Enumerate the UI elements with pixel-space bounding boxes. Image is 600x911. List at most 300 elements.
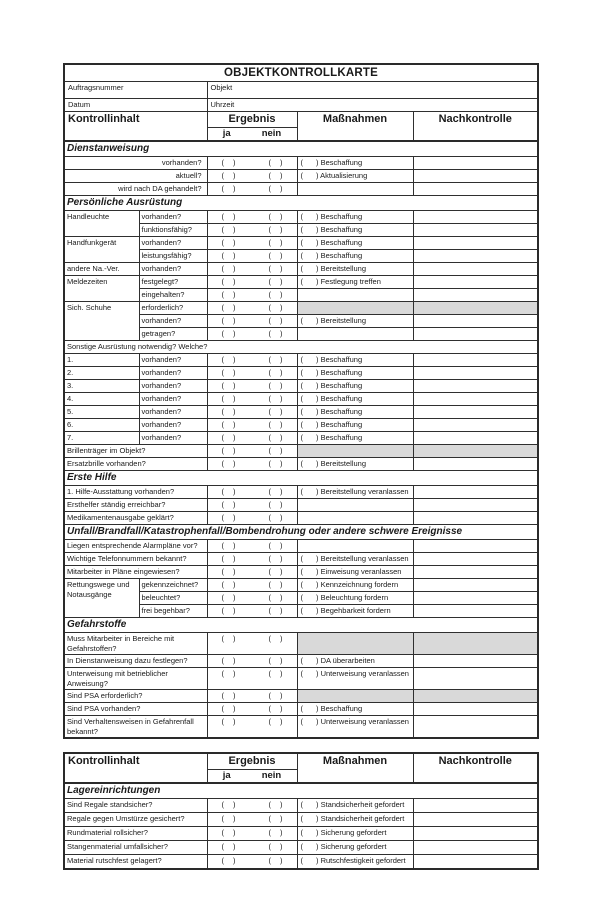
question-cell: vorhanden? (139, 263, 207, 276)
checkbox-ja: ( ) (221, 277, 236, 286)
table-row (64, 170, 538, 183)
checkbox-nein: ( ) (268, 394, 283, 403)
result-cell (207, 716, 297, 739)
question-cell: eingehalten? (139, 289, 207, 302)
question-cell: vorhanden? (139, 315, 207, 328)
checkbox-ja: ( ) (221, 487, 236, 496)
table-row (64, 393, 538, 406)
measure-checkbox: ( ) (300, 856, 319, 865)
table-row (64, 499, 538, 512)
nachkontrolle-cell (413, 406, 538, 419)
checkbox-ja: ( ) (221, 814, 236, 823)
measure-cell: ( ) Beleuchtung fordern (297, 592, 413, 605)
checkbox-ja: ( ) (221, 593, 236, 602)
measure-cell: ( ) Beschaffung (297, 250, 413, 263)
question-cell: erforderlich? (139, 302, 207, 315)
measure-cell: ( ) Beschaffung (297, 432, 413, 445)
result-checkboxes (208, 263, 297, 274)
item-label-cell: 6. (64, 419, 139, 432)
result-checkboxes (208, 458, 297, 469)
table-row (64, 813, 538, 827)
measure-cell: ( ) Bereitstellung veranlassen (297, 486, 413, 499)
result-cell (207, 499, 297, 512)
result-cell (207, 328, 297, 341)
nachkontrolle-cell (413, 157, 538, 170)
checkbox-ja: ( ) (221, 717, 236, 726)
result-checkboxes (208, 250, 297, 261)
ja-nein-cell (207, 128, 297, 142)
meta-row-1 (64, 82, 538, 99)
checkbox-ja: ( ) (221, 446, 236, 455)
result-cell (207, 799, 297, 813)
result-cell (207, 367, 297, 380)
checkbox-ja: ( ) (221, 329, 236, 338)
result-cell (207, 237, 297, 250)
question-cell: vorhanden? (139, 432, 207, 445)
meta-row-2 (64, 99, 538, 112)
result-cell (207, 512, 297, 525)
result-checkboxes (208, 566, 297, 577)
measure-checkbox: ( ) (300, 277, 319, 286)
result-checkboxes (208, 553, 297, 564)
table-row (64, 263, 538, 276)
result-cell (207, 668, 297, 690)
nachkontrolle-cell (413, 540, 538, 553)
measure-checkbox: ( ) (300, 171, 319, 180)
question-cell: Brillenträger im Objekt? (64, 445, 207, 458)
measure-checkbox: ( ) (300, 800, 319, 809)
shaded-cell (297, 302, 413, 315)
checkbox-ja: ( ) (221, 225, 236, 234)
nachkontrolle-cell (413, 855, 538, 870)
nachkontrolle-cell (413, 393, 538, 406)
item-label-cell: 3. (64, 380, 139, 393)
section-row (64, 471, 538, 486)
checkbox-ja: ( ) (221, 669, 236, 678)
nachkontrolle-cell (413, 655, 538, 668)
item-label-cell: Meldezeiten (64, 276, 139, 302)
result-cell (207, 183, 297, 196)
result-checkboxes (208, 224, 297, 235)
question-cell: Unterweisung mit betrieblicher Anweisung? (64, 668, 207, 690)
measure-cell: ( ) Bereitstellung (297, 315, 413, 328)
result-checkboxes (208, 183, 297, 194)
result-cell (207, 224, 297, 237)
table2-header (64, 753, 538, 783)
measure-checkbox: ( ) (300, 842, 319, 851)
result-checkboxes (208, 633, 297, 644)
section-row (64, 141, 538, 157)
checkbox-ja: ( ) (221, 691, 236, 700)
result-checkboxes (208, 432, 297, 443)
question-cell: beleuchtet? (139, 592, 207, 605)
result-cell (207, 592, 297, 605)
question-cell: vorhanden? (139, 367, 207, 380)
checkbox-ja: ( ) (221, 842, 236, 851)
checkbox-ja: ( ) (221, 381, 236, 390)
result-checkboxes (208, 393, 297, 404)
nachkontrolle-cell (413, 224, 538, 237)
shaded-cell (297, 690, 413, 703)
result-checkboxes (208, 419, 297, 430)
checkbox-nein: ( ) (268, 329, 283, 338)
checkbox-ja: ( ) (221, 500, 236, 509)
nachkontrolle-cell (413, 813, 538, 827)
nachkontrolle-cell (413, 827, 538, 841)
item-label-cell: Handleuchte (64, 211, 139, 237)
nachkontrolle-cell (413, 512, 538, 525)
measure-cell: ( ) Unterweisung veranlassen (297, 716, 413, 739)
question-cell: vorhanden? (139, 380, 207, 393)
result-cell (207, 250, 297, 263)
question-cell: Wichtige Telefonnummern bekannt? (64, 553, 207, 566)
checkbox-nein: ( ) (268, 814, 283, 823)
item-label-cell: 1. (64, 354, 139, 367)
question-cell: leistungsfähig? (139, 250, 207, 263)
result-checkboxes (208, 406, 297, 417)
table-row (64, 341, 538, 354)
checkbox-ja: ( ) (221, 171, 236, 180)
result-cell (207, 655, 297, 668)
measure-cell (297, 540, 413, 553)
col-nachkontrolle: Nachkontrolle (413, 753, 538, 783)
section-heading: Lagereinrichtungen (64, 783, 538, 799)
result-cell (207, 690, 297, 703)
checkbox-nein: ( ) (268, 669, 283, 678)
question-cell: Medikamentenausgabe geklärt? (64, 512, 207, 525)
measure-checkbox: ( ) (300, 459, 319, 468)
checkbox-nein: ( ) (268, 656, 283, 665)
measure-cell (297, 328, 413, 341)
measure-checkbox: ( ) (300, 355, 319, 364)
result-checkboxes (208, 855, 297, 866)
objektkontrollkarte-table (63, 63, 539, 739)
measure-checkbox: ( ) (300, 433, 319, 442)
table-row (64, 703, 538, 716)
result-checkboxes (208, 486, 297, 497)
result-checkboxes (208, 579, 297, 590)
question-cell: Sind PSA vorhanden? (64, 703, 207, 716)
uhrzeit-field: Uhrzeit (207, 99, 538, 112)
measure-checkbox: ( ) (300, 251, 319, 260)
section-heading: Persönliche Ausrüstung (64, 196, 538, 211)
section-row (64, 618, 538, 633)
result-cell (207, 289, 297, 302)
checkbox-nein: ( ) (268, 355, 283, 364)
result-cell (207, 553, 297, 566)
measure-checkbox: ( ) (300, 212, 319, 221)
question-cell: Sind PSA erforderlich? (64, 690, 207, 703)
col-ja: ja (222, 770, 231, 781)
measure-cell: ( ) Beschaffung (297, 354, 413, 367)
checkbox-nein: ( ) (268, 634, 283, 643)
measure-cell: ( ) Standsicherheit gefordert (297, 799, 413, 813)
result-cell (207, 157, 297, 170)
table-row (64, 367, 538, 380)
question-cell: gekennzeichnet? (139, 579, 207, 592)
checkbox-nein: ( ) (268, 828, 283, 837)
result-checkboxes (208, 315, 297, 326)
table-row (64, 445, 538, 458)
table-row (64, 827, 538, 841)
nachkontrolle-cell (413, 263, 538, 276)
checkbox-nein: ( ) (268, 251, 283, 260)
table1-header (64, 64, 538, 141)
result-checkboxes (208, 668, 297, 679)
nachkontrolle-cell (413, 354, 538, 367)
nachkontrolle-cell (413, 419, 538, 432)
checkbox-nein: ( ) (268, 487, 283, 496)
measure-cell: ( ) Sicherung gefordert (297, 827, 413, 841)
result-checkboxes (208, 289, 297, 300)
measure-checkbox: ( ) (300, 656, 319, 665)
nachkontrolle-cell (413, 328, 538, 341)
checkbox-ja: ( ) (221, 459, 236, 468)
question-cell: Material rutschfest gelagert? (64, 855, 207, 870)
measure-cell: ( ) Beschaffung (297, 406, 413, 419)
result-cell (207, 486, 297, 499)
question-cell: frei begehbar? (139, 605, 207, 618)
measure-cell: ( ) Beschaffung (297, 224, 413, 237)
checkbox-nein: ( ) (268, 433, 283, 442)
measure-cell: ( ) Sicherung gefordert (297, 841, 413, 855)
checkbox-ja: ( ) (221, 513, 236, 522)
table-row (64, 566, 538, 579)
shaded-cell (413, 302, 538, 315)
checkbox-ja: ( ) (221, 368, 236, 377)
measure-checkbox: ( ) (300, 814, 319, 823)
item-label-cell: 7. (64, 432, 139, 445)
table-row (64, 486, 538, 499)
result-cell (207, 419, 297, 432)
checkbox-ja: ( ) (221, 303, 236, 312)
measure-checkbox: ( ) (300, 407, 319, 416)
checkbox-ja: ( ) (221, 800, 236, 809)
question-cell: funktionsfähig? (139, 224, 207, 237)
result-cell (207, 211, 297, 224)
checkbox-nein: ( ) (268, 580, 283, 589)
measure-cell: ( ) Begehbarkeit fordern (297, 605, 413, 618)
result-cell (207, 458, 297, 471)
result-cell (207, 302, 297, 315)
checkbox-nein: ( ) (268, 238, 283, 247)
question-cell: Sind Verhaltensweisen in Gefahrenfall bekannt? (64, 716, 207, 739)
question-cell: aktuell? (64, 170, 207, 183)
question-cell: getragen? (139, 328, 207, 341)
nachkontrolle-cell (413, 458, 538, 471)
nachkontrolle-cell (413, 250, 538, 263)
result-checkboxes (208, 157, 297, 168)
question-cell: Stangenmaterial umfallsicher? (64, 841, 207, 855)
col-massnahmen: Maßnahmen (297, 753, 413, 783)
shaded-cell (297, 445, 413, 458)
checkbox-ja: ( ) (221, 634, 236, 643)
nachkontrolle-cell (413, 367, 538, 380)
objekt-field: Objekt (207, 82, 538, 99)
nachkontrolle-cell (413, 380, 538, 393)
measure-cell: ( ) Kennzeichnung fordern (297, 579, 413, 592)
auftragsnummer-field: Auftragsnummer (64, 82, 207, 99)
measure-checkbox: ( ) (300, 368, 319, 377)
checkbox-ja: ( ) (221, 580, 236, 589)
nachkontrolle-cell (413, 716, 538, 739)
measure-checkbox: ( ) (300, 158, 319, 167)
nachkontrolle-cell (413, 566, 538, 579)
checkbox-nein: ( ) (268, 420, 283, 429)
result-cell (207, 393, 297, 406)
question-cell: Sind Regale standsicher? (64, 799, 207, 813)
result-cell (207, 445, 297, 458)
shaded-cell (297, 633, 413, 655)
nachkontrolle-cell (413, 211, 538, 224)
result-checkboxes (208, 540, 297, 551)
measure-checkbox: ( ) (300, 487, 319, 496)
result-checkboxes (208, 827, 297, 838)
measure-checkbox: ( ) (300, 567, 319, 576)
table-row (64, 276, 538, 289)
measure-checkbox: ( ) (300, 225, 319, 234)
measure-cell: ( ) Beschaffung (297, 211, 413, 224)
result-checkboxes (208, 328, 297, 339)
checkbox-nein: ( ) (268, 554, 283, 563)
result-checkboxes (208, 237, 297, 248)
result-checkboxes (208, 367, 297, 378)
measure-cell: ( ) Bereitstellung veranlassen (297, 553, 413, 566)
table-row (64, 633, 538, 655)
checkbox-nein: ( ) (268, 264, 283, 273)
checkbox-nein: ( ) (268, 184, 283, 193)
nachkontrolle-cell (413, 553, 538, 566)
table-row (64, 211, 538, 224)
measure-checkbox: ( ) (300, 828, 319, 837)
result-cell (207, 170, 297, 183)
result-cell (207, 703, 297, 716)
checkbox-nein: ( ) (268, 407, 283, 416)
result-cell (207, 380, 297, 393)
item-label-cell: andere Na.-Ver. (64, 263, 139, 276)
shaded-cell (413, 633, 538, 655)
measure-checkbox: ( ) (300, 580, 319, 589)
nachkontrolle-cell (413, 237, 538, 250)
checkbox-ja: ( ) (221, 355, 236, 364)
result-checkboxes (208, 302, 297, 313)
col-ergebnis: Ergebnis (207, 112, 297, 128)
table-row (64, 183, 538, 196)
measure-checkbox: ( ) (300, 316, 319, 325)
section-row (64, 196, 538, 211)
checkbox-ja: ( ) (221, 420, 236, 429)
checkbox-nein: ( ) (268, 171, 283, 180)
measure-cell: ( ) Beschaffung (297, 703, 413, 716)
nachkontrolle-cell (413, 183, 538, 196)
table-row (64, 157, 538, 170)
item-label-cell: 2. (64, 367, 139, 380)
nachkontrolle-cell (413, 289, 538, 302)
table-row (64, 302, 538, 315)
nachkontrolle-cell (413, 276, 538, 289)
result-checkboxes (208, 703, 297, 714)
nachkontrolle-cell (413, 432, 538, 445)
datum-field: Datum (64, 99, 207, 112)
table-row (64, 690, 538, 703)
question-cell: vorhanden? (139, 354, 207, 367)
result-checkboxes (208, 841, 297, 852)
nachkontrolle-cell (413, 703, 538, 716)
measure-cell (297, 512, 413, 525)
checkbox-ja: ( ) (221, 606, 236, 615)
table-row (64, 458, 538, 471)
column-header-row (64, 112, 538, 128)
table-row (64, 799, 538, 813)
nachkontrolle-cell (413, 315, 538, 328)
question-cell: 1. Hilfe-Ausstattung vorhanden? (64, 486, 207, 499)
measure-checkbox: ( ) (300, 593, 319, 602)
table-row (64, 553, 538, 566)
measure-cell: ( ) Standsicherheit gefordert (297, 813, 413, 827)
measure-checkbox: ( ) (300, 717, 319, 726)
section-row (64, 525, 538, 540)
question-cell: Liegen entsprechende Alarmpläne vor? (64, 540, 207, 553)
measure-cell (297, 183, 413, 196)
result-checkboxes (208, 499, 297, 510)
checkbox-ja: ( ) (221, 828, 236, 837)
col-ja: ja (222, 128, 231, 139)
checkbox-ja: ( ) (221, 251, 236, 260)
question-cell: vorhanden? (139, 237, 207, 250)
checkbox-ja: ( ) (221, 567, 236, 576)
checkbox-ja: ( ) (221, 554, 236, 563)
result-checkboxes (208, 716, 297, 727)
checkbox-nein: ( ) (268, 800, 283, 809)
result-checkboxes (208, 605, 297, 616)
result-checkboxes (208, 445, 297, 456)
checkbox-ja: ( ) (221, 394, 236, 403)
checkbox-ja: ( ) (221, 238, 236, 247)
shaded-cell (413, 690, 538, 703)
item-label-cell: 5. (64, 406, 139, 419)
question-cell: Ersatzbrille vorhanden? (64, 458, 207, 471)
measure-cell (297, 499, 413, 512)
col-nein: nein (261, 128, 282, 139)
result-cell (207, 566, 297, 579)
col-nachkontrolle: Nachkontrolle (413, 112, 538, 142)
measure-cell: ( ) Bereitstellung (297, 458, 413, 471)
col-nein: nein (261, 770, 282, 781)
result-cell (207, 315, 297, 328)
col-kontrollinhalt: Kontrollinhalt (64, 753, 207, 783)
checkbox-nein: ( ) (268, 290, 283, 299)
table-row (64, 579, 538, 592)
measure-cell: ( ) Aktualisierung (297, 170, 413, 183)
table-row (64, 655, 538, 668)
title-row (64, 64, 538, 82)
full-width-question: Sonstige Ausrüstung notwendig? Welche? (64, 341, 538, 354)
measure-cell: ( ) Einweisung veranlassen (297, 566, 413, 579)
checkbox-nein: ( ) (268, 225, 283, 234)
checkbox-nein: ( ) (268, 303, 283, 312)
measure-checkbox: ( ) (300, 554, 319, 563)
nachkontrolle-cell (413, 499, 538, 512)
result-cell (207, 605, 297, 618)
measure-cell: ( ) Beschaffung (297, 393, 413, 406)
table-row (64, 432, 538, 445)
question-cell: Rundmaterial rollsicher? (64, 827, 207, 841)
measure-checkbox: ( ) (300, 381, 319, 390)
measure-cell: ( ) Beschaffung (297, 237, 413, 250)
question-cell: Regale gegen Umstürze gesichert? (64, 813, 207, 827)
section-heading: Dienstanweisung (64, 141, 538, 157)
question-cell: Ersthelfer ständig erreichbar? (64, 499, 207, 512)
